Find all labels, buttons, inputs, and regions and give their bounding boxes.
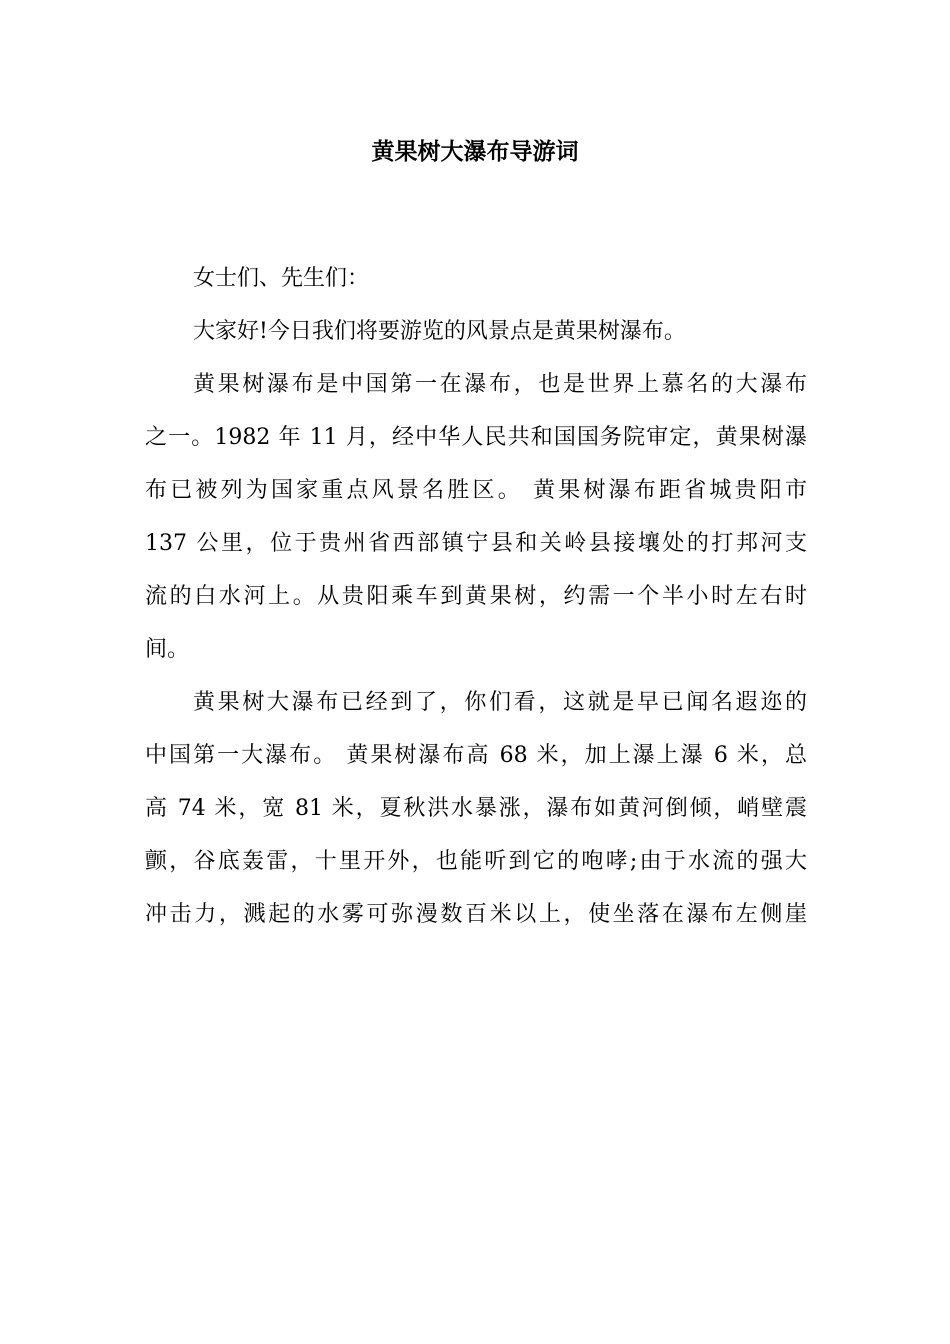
paragraph-welcome	[145, 305, 807, 358]
paragraph-introduction	[145, 358, 807, 676]
text-line: 137 公里，位于贵州省西部镇宁县和关岭县接壤处的打邦河支	[145, 531, 807, 556]
text-line: 之一。1982 年 11 月，经中华人民共和国国务院审定，黄果树瀑	[145, 425, 807, 450]
text-line: 间。	[145, 637, 190, 662]
text-line: 中国第一大瀑布。 黄果树瀑布高 68 米，加上瀑上瀑 6 米，总	[145, 743, 807, 768]
text-line: 冲击力，溅起的水雾可弥漫数百米以上，使坐落在瀑布左侧崖	[145, 902, 807, 927]
text-line: 流的白水河上。从贵阳乘车到黄果树，约需一个半小时左右时	[145, 584, 807, 609]
paragraph-arrival	[145, 676, 807, 941]
text-line: 高 74 米，宽 81 米，夏秋洪水暴涨，瀑布如黄河倒倾，峭壁震	[145, 796, 807, 821]
document-title: 黄果树大瀑布导游词	[371, 138, 579, 165]
text-line: 大家好!今日我们将要游览的风景点是黄果树瀑布。	[193, 319, 686, 344]
text-line: 颤，谷底轰雷，十里开外，也能听到它的咆哮;由于水流的强大	[145, 849, 807, 874]
text-line: 布已被列为国家重点风景名胜区。 黄果树瀑布距省城贵阳市	[145, 478, 807, 503]
text-line: 黄果树瀑布是中国第一在瀑布，也是世界上慕名的大瀑布	[193, 372, 807, 397]
paragraph-greeting	[145, 252, 807, 305]
document-body	[145, 252, 807, 941]
text-line: 女士们、先生们：	[193, 266, 370, 291]
text-line: 黄果树大瀑布已经到了，你们看，这就是早已闻名遐迩的	[193, 690, 807, 715]
